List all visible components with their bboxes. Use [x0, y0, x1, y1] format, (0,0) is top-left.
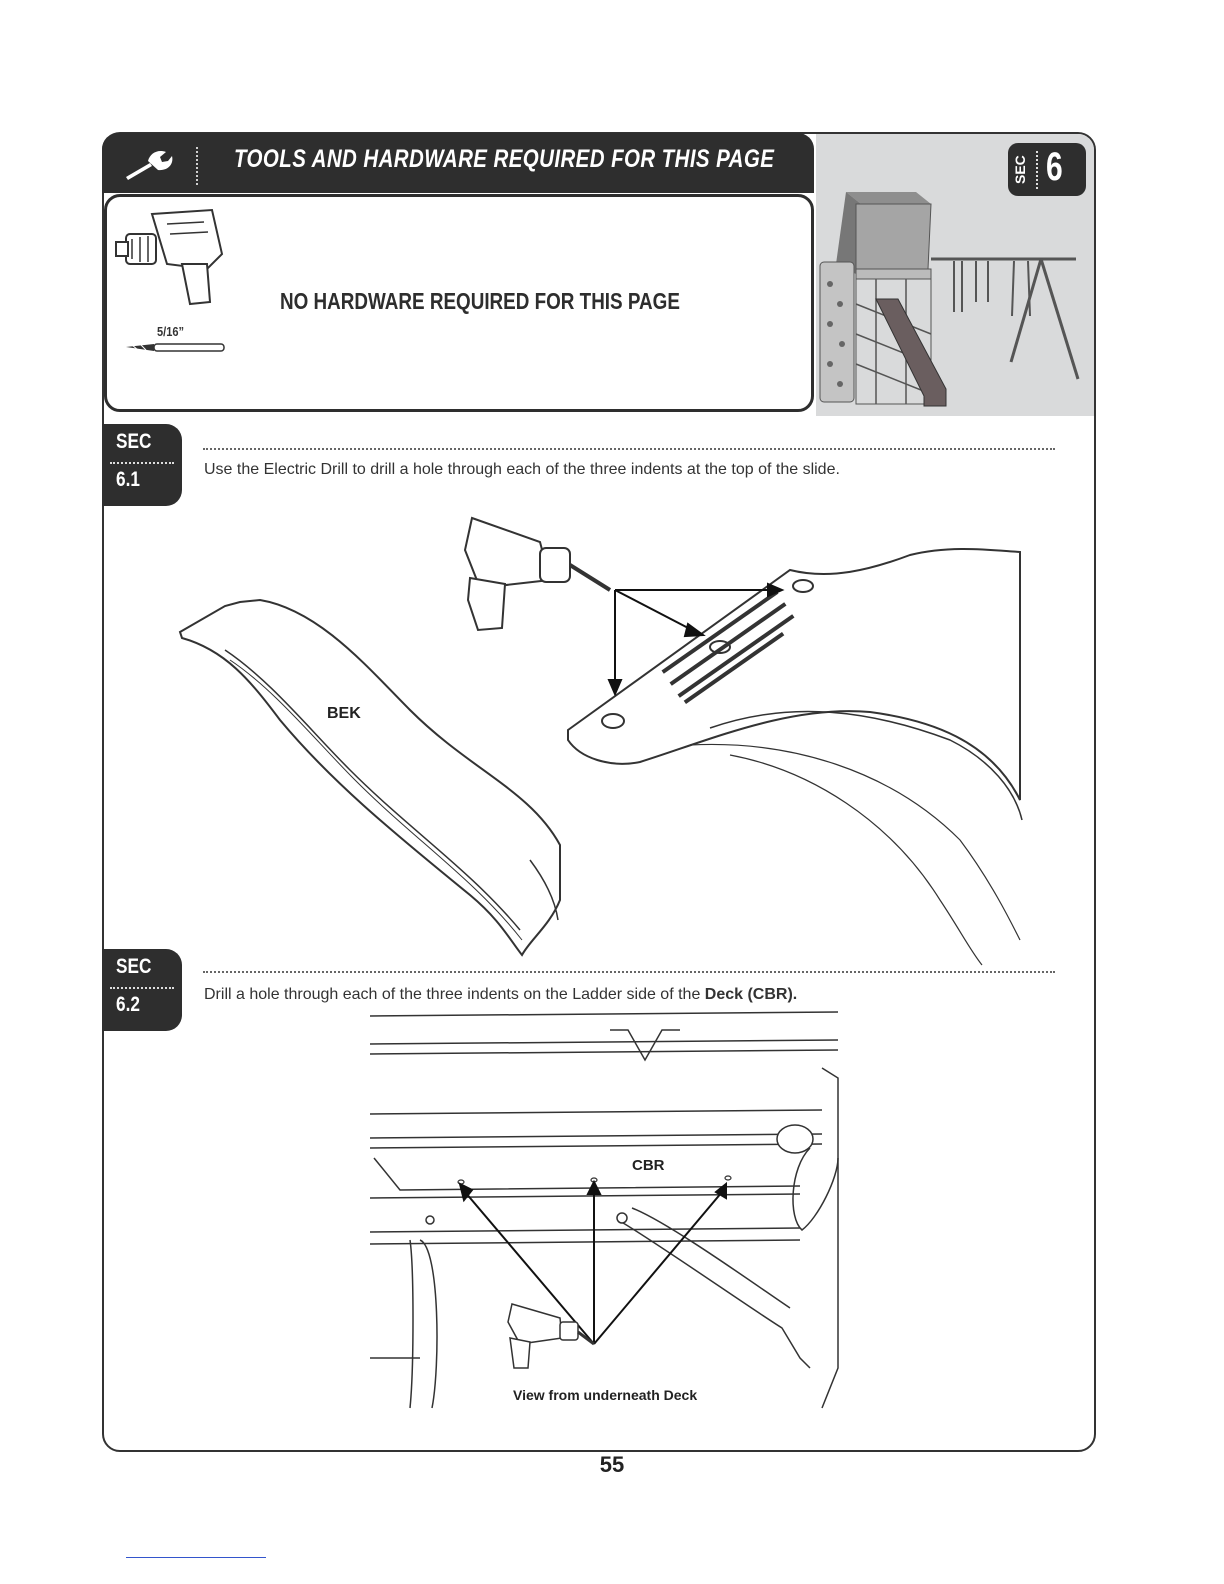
deck-underside-illustration: [370, 1008, 840, 1410]
step-divider: [203, 448, 1055, 450]
section-badge-divider: [1036, 151, 1038, 189]
deck-part-label: CBR: [632, 1157, 665, 1174]
step-6-2-instruction: [204, 986, 797, 1004]
step-divider: [203, 971, 1055, 973]
footer-link-line: [126, 1557, 266, 1558]
slide-part-label: BEK: [327, 705, 361, 722]
step-tag-6-1: [102, 424, 182, 506]
page-number: 55: [599, 1452, 625, 1477]
step-tag-number: 6.1: [116, 468, 140, 491]
step-tag-6-2: [102, 949, 182, 1031]
section-badge-number: 6: [1046, 145, 1063, 189]
no-hardware-notice: NO HARDWARE REQUIRED FOR THIS PAGE: [280, 288, 680, 314]
slide-drilling-illustration: [170, 500, 1050, 970]
drill-bit-icon: [124, 342, 226, 354]
step-tag-divider: [110, 987, 174, 989]
step-6-1-instruction: Use the Electric Drill to drill a hole through each of the three indents at the top of the slide.: [204, 461, 840, 478]
step-tag-label: SEC: [116, 430, 152, 453]
step-6-2-instruction-part: Deck (CBR).: [704, 986, 798, 1003]
tools-header-title: TOOLS AND HARDWARE REQUIRED FOR THIS PAGE: [234, 145, 775, 173]
step-6-2-instruction-text: Drill a hole through each of the three indents on the Ladder side of the: [204, 986, 705, 1003]
tab-divider: [196, 147, 198, 185]
tools-header: [102, 133, 814, 193]
step-tag-number: 6.2: [116, 993, 140, 1016]
deck-view-caption: View from underneath Deck: [513, 1387, 698, 1403]
step-tag-divider: [110, 462, 174, 464]
section-badge-label: SEC: [1012, 155, 1028, 185]
section-badge: [1008, 143, 1086, 196]
drill-bit-size: 5/16”: [157, 324, 185, 339]
step-tag-label: SEC: [116, 955, 152, 978]
wrench-icon: [102, 133, 194, 193]
